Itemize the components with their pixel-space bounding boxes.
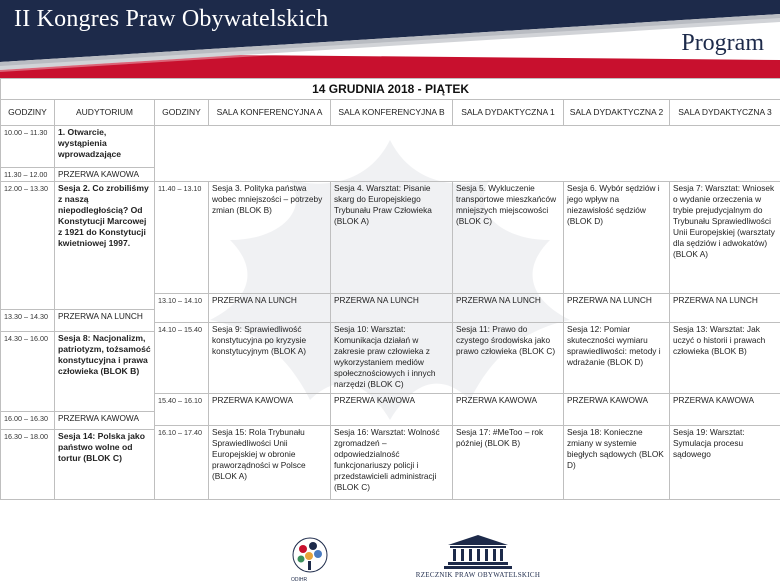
empty-cell <box>155 126 780 182</box>
break-cell: PRZERWA NA LUNCH <box>453 294 564 323</box>
header-sala-dydaktyczna-3: SALA DYDAKTYCZNA 3 <box>670 100 780 126</box>
session-cell: Sesja 5. Wykluczenie transportowe mieszkańców mniejszych miejscowości (BLOK C) <box>453 182 564 294</box>
session-cell: Sesja 19: Warsztat: Symulacja procesu sądowego <box>670 426 780 500</box>
session-cell: Sesja 7: Warsztat: Wniosek o wydanie orzeczenia w trybie prejudycjalnym do Trybunału Sprawiedliwości Unii Europejskiej (warsztaty dla sędziów i adwokatów) (BLOK A) <box>670 182 780 294</box>
column-headers <box>1 100 780 126</box>
auditorium-session: 1. Otwarcie, wystąpienia wprowadzające <box>55 126 155 168</box>
auditorium-session: Sesja 8: Nacjonalizm, patriotyzm, tożsamość konstytucyjna i prawa człowieka (BLOK B) <box>55 332 155 412</box>
conference-title: II Kongres Praw Obywatelskich <box>14 6 329 32</box>
auditorium-session: Sesja 2. Co zrobiliśmy z naszą niepodległością? Od Konstytucji Marcowej z 1921 do Konstytucji kwietniowej 1997. <box>55 182 155 310</box>
break-cell: PRZERWA KAWOWA <box>564 394 670 426</box>
odihr-label: ODIHR <box>291 577 308 583</box>
slot-time: 14.10 – 15.40 <box>155 323 209 394</box>
header-sala-dydaktyczna-2: SALA DYDAKTYCZNA 2 <box>564 100 670 126</box>
odihr-logo-icon <box>289 535 331 583</box>
auditorium-break: PRZERWA KAWOWA <box>55 168 155 182</box>
break-cell: PRZERWA KAWOWA <box>670 394 780 426</box>
auditorium-time: 14.30 – 16.00 <box>1 332 55 412</box>
session-cell: Sesja 6. Wybór sędziów i jego wpływ na niezawisłość sędziów (BLOK D) <box>564 182 670 294</box>
session-cell: Sesja 10: Warsztat: Komunikacja działań w zakresie praw człowieka z wykorzystaniem mediów społecznościowych i innych narzędzi (BLOK C) <box>331 323 453 394</box>
session-cell: Sesja 16: Warsztat: Wolność zgromadzeń – odpowiedzialność funkcjonariuszy policji i przedstawicieli administracji (BLOK C) <box>331 426 453 500</box>
break-cell: PRZERWA KAWOWA <box>209 394 331 426</box>
auditorium-time: 16.00 – 16.30 <box>1 412 55 430</box>
break-cell: PRZERWA NA LUNCH <box>331 294 453 323</box>
break-cell: PRZERWA KAWOWA <box>331 394 453 426</box>
slot-time: 13.10 – 14.10 <box>155 294 209 323</box>
program-heading: Program <box>681 30 764 56</box>
session-cell: Sesja 9: Sprawiedliwość konstytucyjna po kryzysie konstytucyjnym (BLOK A) <box>209 323 331 394</box>
session-cell: Sesja 13: Warsztat: Jak uczyć o historii i prawach człowieka (BLOK B) <box>670 323 780 394</box>
auditorium-time: 11.30 – 12.00 <box>1 168 55 182</box>
slot-time: 16.10 – 17.40 <box>155 426 209 500</box>
header-godziny-right: GODZINY <box>155 100 209 126</box>
session-cell: Sesja 3. Polityka państwa wobec mniejszości – potrzeby zmian (BLOK B) <box>209 182 331 294</box>
table-row <box>1 182 780 294</box>
auditorium-time: 13.30 – 14.30 <box>1 310 55 332</box>
auditorium-time: 10.00 – 11.30 <box>1 126 55 168</box>
session-cell: Sesja 15: Rola Trybunału Sprawiedliwości Unii Europejskiej w obronie praworządności w Polsce (BLOK A) <box>209 426 331 500</box>
footer <box>0 527 780 585</box>
break-cell: PRZERWA NA LUNCH <box>564 294 670 323</box>
session-cell: Sesja 18: Konieczne zmiany w systemie biegłych sądowych (BLOK D) <box>564 426 670 500</box>
slot-time: 15.40 – 16.10 <box>155 394 209 426</box>
auditorium-time: 12.00 – 13.30 <box>1 182 55 310</box>
rpo-logo <box>408 531 548 583</box>
session-cell: Sesja 4. Warsztat: Pisanie skarg do Europejskiego Trybunału Praw Człowieka (BLOK A) <box>331 182 453 294</box>
header-sala-konferencyjna-a: SALA KONFERENCYJNA A <box>209 100 331 126</box>
table-row <box>1 126 780 168</box>
auditorium-break: PRZERWA KAWOWA <box>55 412 155 430</box>
program-table <box>0 78 780 500</box>
header-sala-dydaktyczna-1: SALA DYDAKTYCZNA 1 <box>453 100 564 126</box>
auditorium-time: 16.30 – 18.00 <box>1 430 55 500</box>
break-cell: PRZERWA KAWOWA <box>453 394 564 426</box>
auditorium-session: Sesja 14: Polska jako państwo wolne od tortur (BLOK C) <box>55 430 155 500</box>
session-cell: Sesja 17: #MeToo – rok później (BLOK B) <box>453 426 564 500</box>
header-banner <box>0 0 780 78</box>
rpo-label: RZECZNIK PRAW OBYWATELSKICH <box>415 571 541 579</box>
break-cell: PRZERWA NA LUNCH <box>670 294 780 323</box>
header-godziny-left: GODZINY <box>1 100 55 126</box>
institution-building-icon <box>408 531 548 571</box>
date-heading: 14 GRUDNIA 2018 - PIĄTEK <box>1 79 780 100</box>
session-cell: Sesja 11: Prawo do czystego środowiska jako prawo człowieka (BLOK C) <box>453 323 564 394</box>
header-sala-konferencyjna-b: SALA KONFERENCYJNA B <box>331 100 453 126</box>
session-cell: Sesja 12: Pomiar skuteczności wymiaru sprawiedliwości: metody i wdrażanie (BLOK D) <box>564 323 670 394</box>
auditorium-break: PRZERWA NA LUNCH <box>55 310 155 332</box>
break-cell: PRZERWA NA LUNCH <box>209 294 331 323</box>
header-audytorium: AUDYTORIUM <box>55 100 155 126</box>
slot-time: 11.40 – 13.10 <box>155 182 209 294</box>
